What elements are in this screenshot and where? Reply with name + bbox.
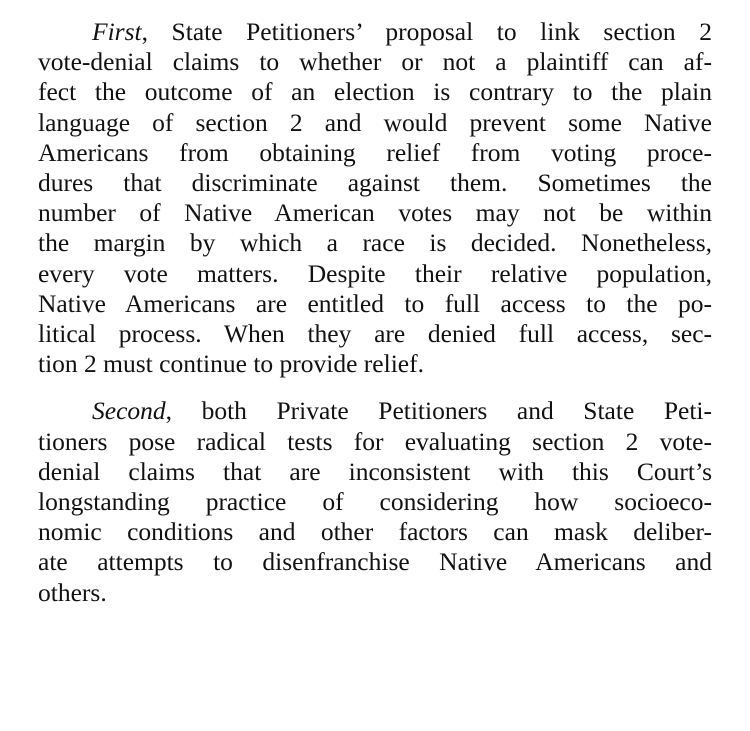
text-line: Native Americans are entitled to full access to the po- [38,288,712,318]
lead-word: First [92,17,142,46]
text-line: others. [38,577,107,607]
text-line: dures that discriminate against them. Sometimes the [38,168,712,198]
text-line: the margin by which a race is decided. Nonetheless, [38,228,712,258]
lead-word: Second [92,396,166,426]
text-line: Second, both Private Petitioners and State Peti- [92,396,712,426]
text-line: Americans from obtaining relief from voting proce- [38,137,712,167]
text-line: tion 2 must continue to provide relief. [38,349,424,379]
text-line: every vote matters. Despite their relative population, [38,258,712,288]
text-line: ate attempts to disenfranchise Native Americans and [38,547,712,577]
text-line: longstanding practice of considering how socioeco- [38,487,712,517]
text-line: nomic conditions and other factors can mask deliber- [38,517,712,547]
text-line: tioners pose radical tests for evaluating section 2 vote- [38,426,712,456]
text-line: vote-denial claims to whether or not a plaintiff can af- [38,47,712,77]
text-line: denial claims that are inconsistent with this Court’s [38,456,712,486]
text-line: First, State Petitioners’ proposal to link section 2 [92,17,712,46]
paragraph-second [38,396,712,607]
text-line: language of section 2 and would prevent some Native [38,107,712,137]
text-line: number of Native American votes may not be within [38,198,712,228]
paragraph-first [38,17,712,379]
document-page [38,17,712,608]
text-line: fect the outcome of an election is contrary to the plain [38,77,712,107]
text-line: litical process. When they are denied full access, sec- [38,319,712,349]
